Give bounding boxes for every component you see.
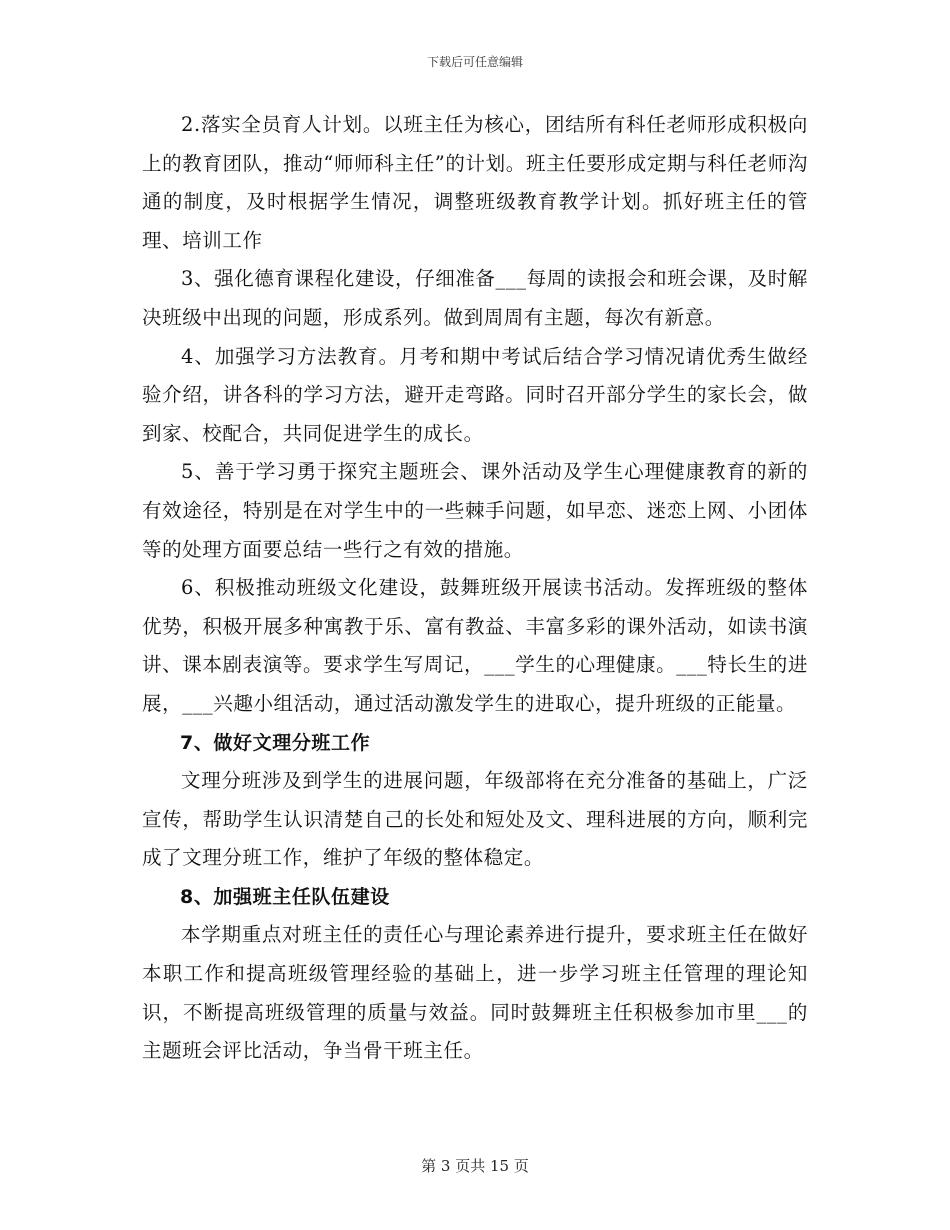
paragraph-item-4: 4、加强学习方法教育。月考和期中考试后结合学习情况请优秀生做经验介绍，讲各科的学习方法，避开走弯路。同时召开部分学生的家长会，做到家、校配合，共同促进学生的成长。 [142, 344, 808, 445]
page-footer: 第 3 页共 15 页 [421, 1157, 529, 1175]
paragraph-item-5: 5、善于学习勇于探究主题班会、课外活动及学生心理健康教育的新的有效途径，特别是在对学生中的一些棘手问题，如早恋、迷恋上网、小团体等的处理方面要总结一些行之有效的措施。 [142, 460, 808, 561]
paragraph-item-6: 6、积极推动班级文化建设，鼓舞班级开展读书活动。发挥班级的整体优势，积极开展多种寓教于乐、富有教益、丰富多彩的课外活动，如读书演讲、课本剧表演等。要求学生写周记，___学生的心理健康。___特长生的进展，___兴趣小组活动，通过活动激发学生的进取心，提升班级的正能量。 [142, 576, 808, 715]
document-body [142, 106, 808, 1071]
section-heading-8: 8、加强班主任队伍建设 [180, 885, 390, 908]
page-header: 下载后可任意编辑 [426, 55, 523, 69]
paragraph-item-3: 3、强化德育课程化建设，仔细准备___每周的读报会和班会课，及时解决班级中出现的问题，形成系列。做到周周有主题，每次有新意。 [142, 267, 808, 329]
paragraph-section-7: 文理分班涉及到学生的进展问题，年级部将在充分准备的基础上，广泛宣传，帮助学生认识清楚自己的长处和短处及文、理科进展的方向，顺利完成了文理分班工作，维护了年级的整体稳定。 [142, 769, 808, 870]
paragraph-section-8: 本学期重点对班主任的责任心与理论素养进行提升，要求班主任在做好本职工作和提高班级管理经验的基础上，进一步学习班主任管理的理论知识，不断提高班级管理的质量与效益。同时鼓舞班主任积极参加市里___的主题班会评比活动，争当骨干班主任。 [142, 923, 808, 1063]
section-heading-7: 7、做好文理分班工作 [180, 731, 371, 754]
paragraph-item-2: 2.落实全员育人计划。以班主任为核心，团结所有科任老师形成积极向上的教育团队，推动“师师科主任”的计划。班主任要形成定期与科任老师沟通的制度，及时根据学生情况，调整班级教育教学计划。抓好班主任的管理、培训工作 [142, 113, 808, 252]
